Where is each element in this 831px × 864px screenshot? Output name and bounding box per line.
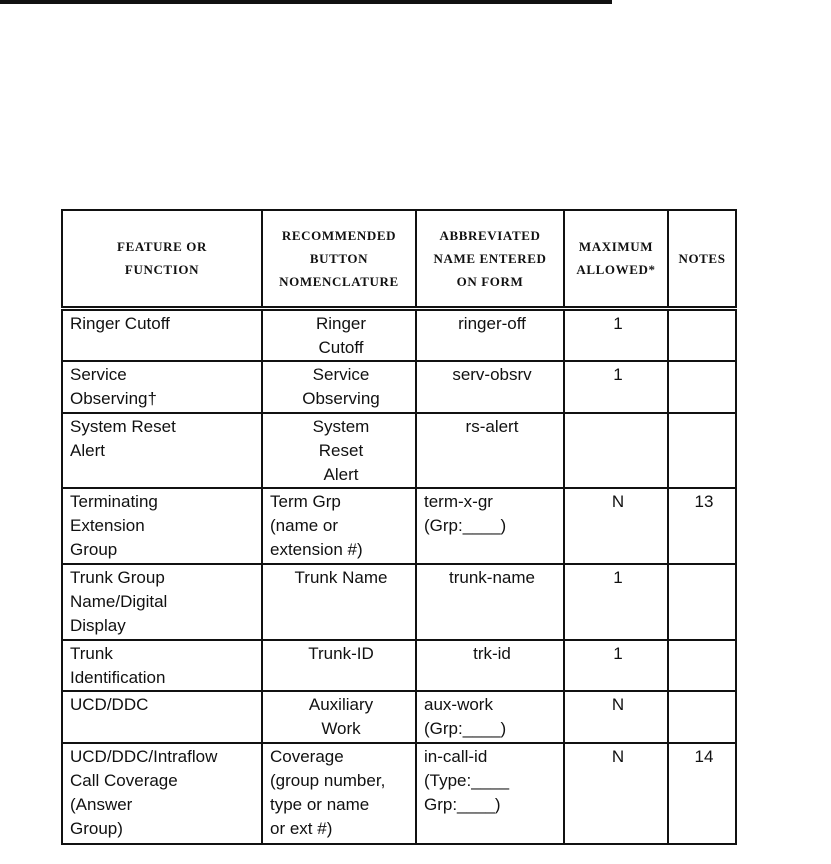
cell-feature: Ringer Cutoff [62, 308, 262, 361]
cell-nomenclature: Term Grp (name or extension #) [262, 488, 416, 564]
table-row [62, 743, 736, 844]
cell-nomenclature: Trunk-ID [262, 640, 416, 692]
header-feature: FEATURE OR FUNCTION [62, 210, 262, 308]
header-nomenclature: RECOMMENDED BUTTON NOMENCLATURE [262, 210, 416, 308]
cell-nomenclature: Service Observing [262, 361, 416, 413]
cell-maximum: N [564, 488, 668, 564]
cell-feature: Trunk Identification [62, 640, 262, 692]
table-row [62, 488, 736, 564]
cell-feature: Terminating Extension Group [62, 488, 262, 564]
header-abbreviated-name: ABBREVIATED NAME ENTERED ON FORM [416, 210, 564, 308]
cell-notes: 13 [668, 488, 736, 564]
cell-notes [668, 564, 736, 640]
cell-feature: System Reset Alert [62, 413, 262, 489]
cell-notes [668, 308, 736, 361]
cell-notes: 14 [668, 743, 736, 844]
cell-abbreviated: trk-id [416, 640, 564, 692]
table-row [62, 361, 736, 413]
cell-nomenclature: Coverage (group number, type or name or ext #) [262, 743, 416, 844]
cell-maximum: 1 [564, 308, 668, 361]
cell-abbreviated: ringer-off [416, 308, 564, 361]
cell-nomenclature: System Reset Alert [262, 413, 416, 489]
cell-abbreviated: rs-alert [416, 413, 564, 489]
cell-feature: UCD/DDC/Intraflow Call Coverage (Answer Group) [62, 743, 262, 844]
cell-maximum: 1 [564, 361, 668, 413]
cell-abbreviated: aux-work (Grp:____) [416, 691, 564, 743]
cell-maximum: 1 [564, 640, 668, 692]
cell-maximum: N [564, 691, 668, 743]
header-maximum-allowed: MAXIMUM ALLOWED* [564, 210, 668, 308]
table-row [62, 691, 736, 743]
table-row [62, 413, 736, 489]
cell-abbreviated: term-x-gr (Grp:____) [416, 488, 564, 564]
cell-abbreviated: trunk-name [416, 564, 564, 640]
header-notes: NOTES [668, 210, 736, 308]
cell-notes [668, 413, 736, 489]
feature-button-table [61, 209, 737, 845]
cell-nomenclature: Ringer Cutoff [262, 308, 416, 361]
table-row [62, 564, 736, 640]
header-row [62, 210, 736, 308]
table-row [62, 308, 736, 361]
cell-notes [668, 691, 736, 743]
cell-feature: Trunk Group Name/Digital Display [62, 564, 262, 640]
cell-notes [668, 640, 736, 692]
cell-abbreviated: in-call-id (Type:____ Grp:____) [416, 743, 564, 844]
cell-nomenclature: Auxiliary Work [262, 691, 416, 743]
cell-maximum [564, 413, 668, 489]
cell-feature: UCD/DDC [62, 691, 262, 743]
top-rule [0, 0, 612, 4]
cell-nomenclature: Trunk Name [262, 564, 416, 640]
cell-abbreviated: serv-obsrv [416, 361, 564, 413]
cell-feature: Service Observing† [62, 361, 262, 413]
cell-notes [668, 361, 736, 413]
cell-maximum: N [564, 743, 668, 844]
cell-maximum: 1 [564, 564, 668, 640]
table-row [62, 640, 736, 692]
